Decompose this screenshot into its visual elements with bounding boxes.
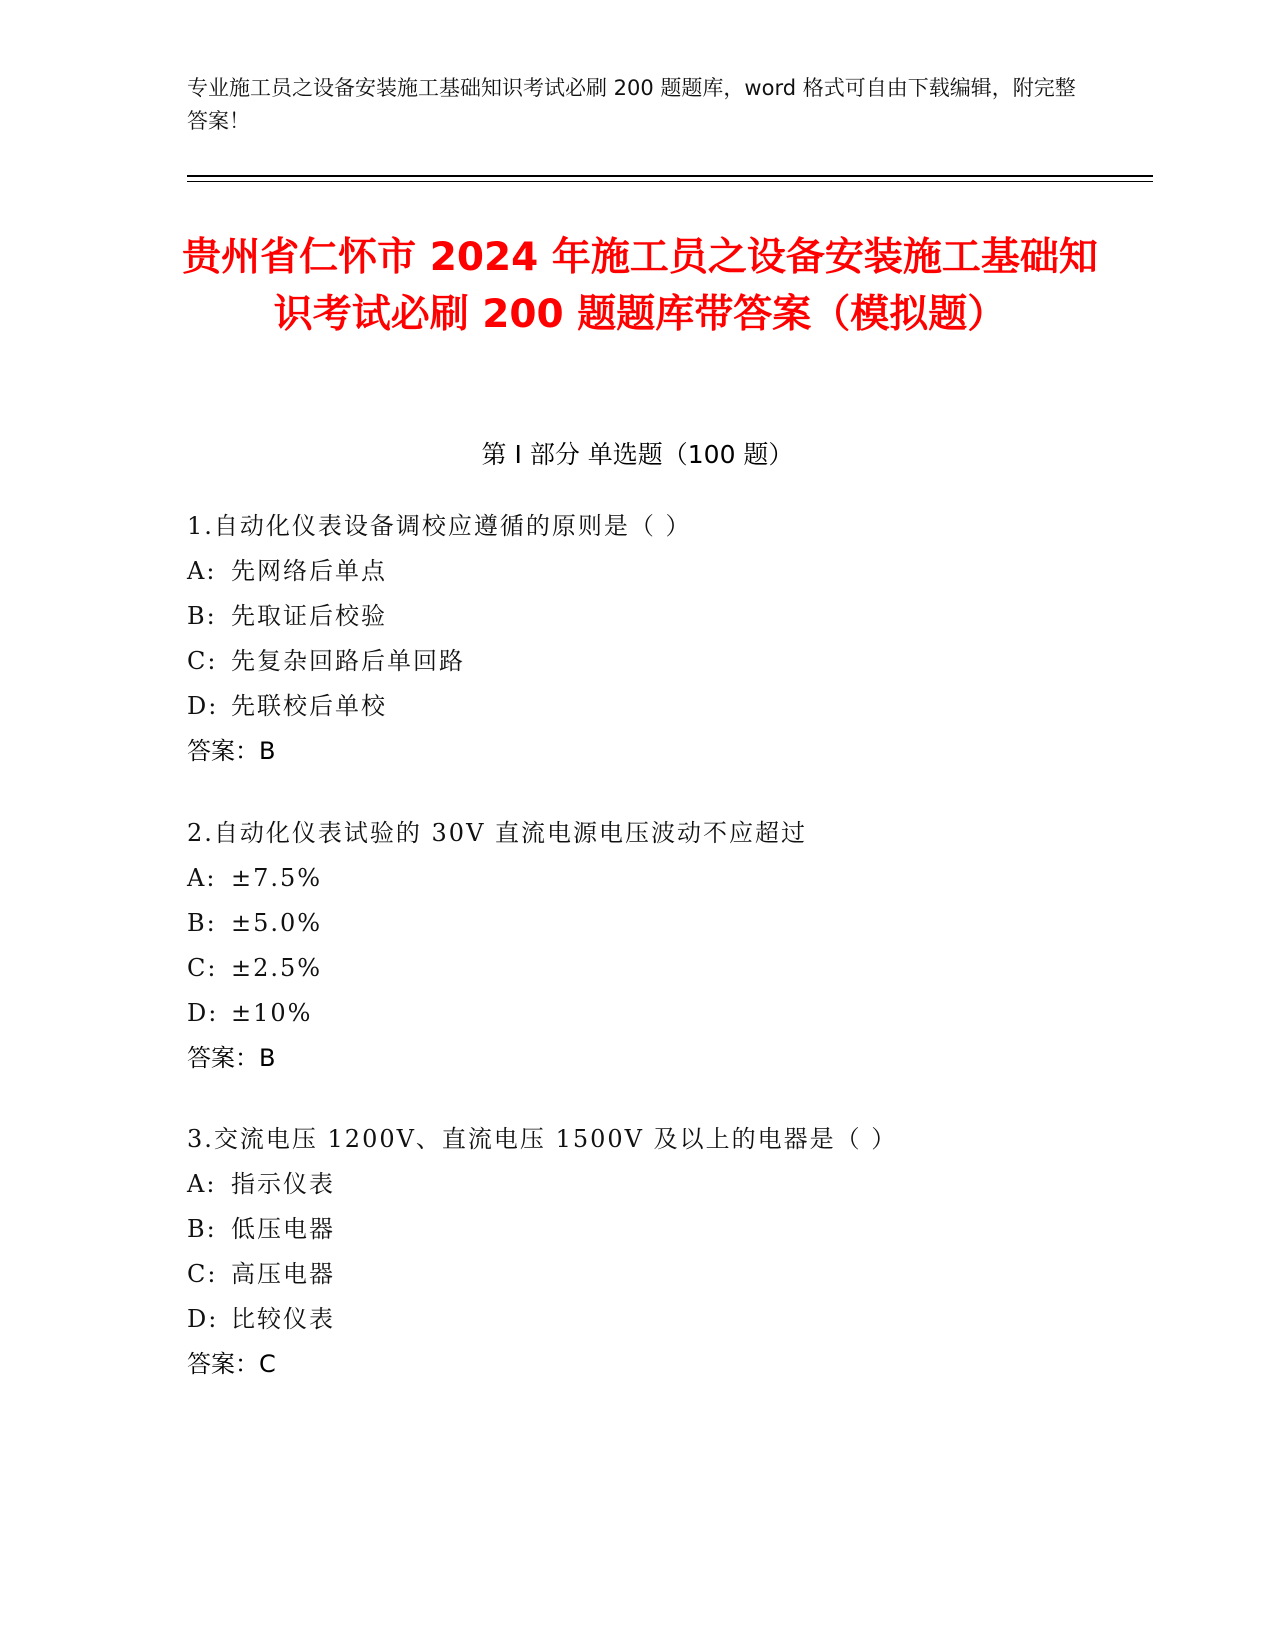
option-b	[187, 594, 1147, 639]
option-text: 先取证后校验	[231, 602, 387, 630]
option-c	[187, 946, 1147, 991]
question-stem: 1.自动化仪表设备调校应遵循的原则是（ ）	[187, 512, 692, 540]
option-text: 先复杂回路后单回路	[231, 647, 465, 675]
question-stem: 3.交流电压 1200V、直流电压 1500V 及以上的电器是（ ）	[187, 1125, 898, 1153]
option-text: 低压电器	[231, 1215, 335, 1243]
option-c	[187, 639, 1147, 684]
option-letter: C:	[187, 1260, 218, 1288]
option-a	[187, 549, 1147, 594]
document-title: 贵州省仁怀市 2024 年施工员之设备安装施工基础知识考试必刷 200 题题库带答案（模拟题）	[182, 235, 1098, 337]
section-title: 第 I 部分 单选题（100 题）	[481, 440, 794, 469]
answer-line: 答案：B	[187, 737, 276, 765]
answer-line: 答案：C	[187, 1350, 276, 1378]
question-stem: 2.自动化仪表试验的 30V 直流电源电压波动不应超过	[187, 819, 808, 847]
option-c	[187, 1252, 1147, 1297]
option-a	[187, 856, 1147, 901]
option-letter: D:	[187, 1305, 219, 1333]
option-text: 先网络后单点	[231, 557, 387, 585]
question-1	[187, 504, 1147, 774]
option-letter: D:	[187, 999, 219, 1027]
option-letter: A:	[187, 864, 217, 892]
question-2	[187, 811, 1147, 1081]
option-d	[187, 991, 1147, 1036]
question-3	[187, 1117, 1147, 1387]
option-letter: C:	[187, 647, 218, 675]
option-d	[187, 684, 1147, 729]
option-letter: A:	[187, 1170, 217, 1198]
header-divider-thick	[187, 175, 1153, 177]
option-letter: C:	[187, 954, 218, 982]
header-note: 专业施工员之设备安装施工基础知识考试必刷 200 题题库，word 格式可自由下载编辑，附完整答案！	[187, 76, 1076, 133]
option-letter: B:	[187, 602, 217, 630]
option-d	[187, 1297, 1147, 1342]
option-letter: D:	[187, 692, 219, 720]
option-text: ±10%	[231, 999, 313, 1027]
option-text: 先联校后单校	[231, 692, 387, 720]
option-text: ±5.0%	[231, 909, 323, 937]
option-letter: B:	[187, 909, 217, 937]
option-text: 高压电器	[231, 1260, 335, 1288]
option-text: 比较仪表	[231, 1305, 335, 1333]
option-b	[187, 901, 1147, 946]
answer-line: 答案：B	[187, 1044, 276, 1072]
option-a	[187, 1162, 1147, 1207]
option-b	[187, 1207, 1147, 1252]
header-divider-thin	[187, 181, 1153, 182]
option-text: 指示仪表	[231, 1170, 335, 1198]
option-text: ±2.5%	[231, 954, 323, 982]
option-letter: A:	[187, 557, 217, 585]
option-letter: B:	[187, 1215, 217, 1243]
option-text: ±7.5%	[231, 864, 323, 892]
